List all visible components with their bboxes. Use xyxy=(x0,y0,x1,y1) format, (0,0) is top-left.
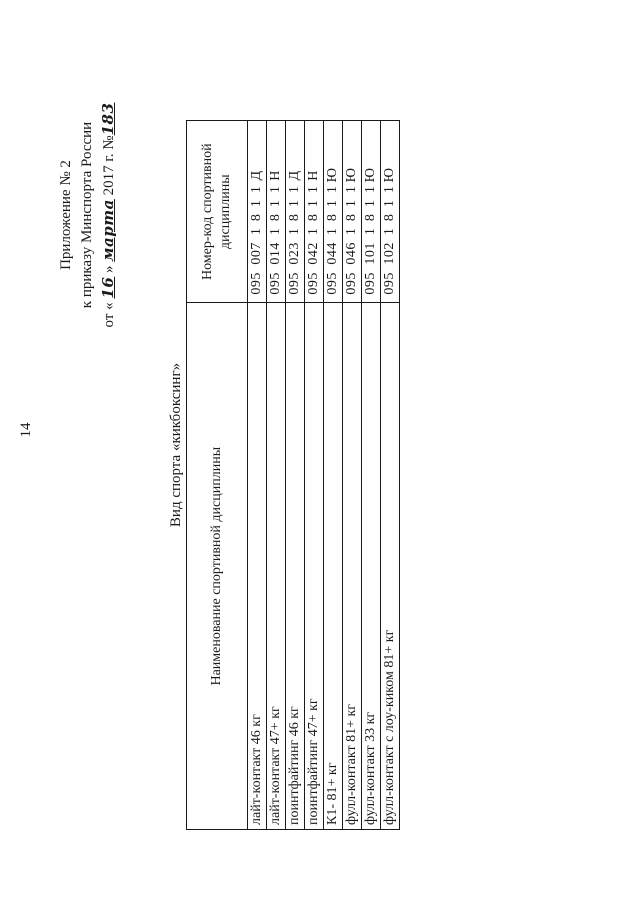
code-part-c6: 1 xyxy=(325,185,340,194)
code-part-c1: 095 xyxy=(325,272,340,295)
code-part-c7: Ю xyxy=(363,167,378,183)
code-part-c4: 8 xyxy=(382,213,397,222)
table-row xyxy=(324,121,343,830)
code-part-c2: 014 xyxy=(268,242,283,265)
appendix-title: Приложение № 2 xyxy=(58,160,74,270)
sport-title: Вид спорта «кикбоксинг» xyxy=(168,362,184,528)
discipline-name: поинтфайтинг 46 кг xyxy=(286,303,305,830)
code-part-c6: 1 xyxy=(344,185,359,194)
code-part-c6: 1 xyxy=(287,185,302,194)
code-part-c1: 095 xyxy=(268,272,283,295)
table-row xyxy=(286,121,305,830)
discipline-name: фулл-контакт 33 кг xyxy=(362,303,381,830)
discipline-code xyxy=(343,121,362,303)
code-part-c1: 095 xyxy=(363,272,378,295)
code-part-c1: 095 xyxy=(344,272,359,295)
code-part-c5: 1 xyxy=(382,199,397,208)
code-part-c2: 046 xyxy=(344,242,359,265)
code-part-c6: 1 xyxy=(249,185,264,194)
code-part-c2: 042 xyxy=(306,242,321,265)
code-part-c1: 095 xyxy=(306,272,321,295)
table-row xyxy=(248,121,267,830)
table-row xyxy=(267,121,286,830)
header-code: Номер-код спортивной дисциплины xyxy=(187,121,248,303)
discipline-code xyxy=(324,121,343,303)
code-part-c2: 044 xyxy=(325,242,340,265)
date-month: марта xyxy=(99,199,117,262)
appendix-order-ref: к приказу Минспорта России xyxy=(79,121,95,309)
appendix-date-line xyxy=(98,85,120,345)
code-part-c1: 095 xyxy=(287,272,302,295)
code-part-c6: 1 xyxy=(268,185,283,194)
code-part-c4: 8 xyxy=(344,213,359,222)
discipline-name: фулл-контакт 81+ кг xyxy=(343,303,362,830)
code-part-c6: 1 xyxy=(363,185,378,194)
discipline-code xyxy=(305,121,324,303)
code-part-c3: 1 xyxy=(382,227,397,236)
code-part-c2: 101 xyxy=(363,242,378,265)
code-part-c7: Н xyxy=(268,170,283,181)
code-part-c2: 023 xyxy=(287,242,302,265)
code-part-c3: 1 xyxy=(363,227,378,236)
table-row xyxy=(305,121,324,830)
code-part-c4: 8 xyxy=(306,213,321,222)
discipline-name: лайт-контакт 46 кг xyxy=(248,303,267,830)
discipline-code xyxy=(286,121,305,303)
code-part-c5: 1 xyxy=(268,199,283,208)
table-row xyxy=(381,121,400,830)
code-part-c3: 1 xyxy=(249,227,264,236)
code-part-c4: 8 xyxy=(268,213,283,222)
code-part-c7: Н xyxy=(306,170,321,181)
code-part-c5: 1 xyxy=(344,199,359,208)
disciplines-table xyxy=(186,120,400,830)
code-part-c3: 1 xyxy=(287,227,302,236)
code-part-c4: 8 xyxy=(249,213,264,222)
date-day: 16 xyxy=(99,276,117,299)
table-row xyxy=(362,121,381,830)
code-part-c3: 1 xyxy=(344,227,359,236)
date-mid: » xyxy=(101,265,117,273)
discipline-code xyxy=(362,121,381,303)
code-part-c3: 1 xyxy=(268,227,283,236)
code-part-c5: 1 xyxy=(363,199,378,208)
code-part-c4: 8 xyxy=(363,213,378,222)
code-part-c1: 095 xyxy=(382,272,397,295)
code-part-c7: Ю xyxy=(325,167,340,183)
discipline-code xyxy=(267,121,286,303)
discipline-code xyxy=(381,121,400,303)
appendix-header xyxy=(56,85,120,345)
date-year: 2017 г. № xyxy=(101,135,117,196)
code-part-c4: 8 xyxy=(287,213,302,222)
code-part-c7: Ю xyxy=(382,167,397,183)
order-number: 183 xyxy=(99,102,117,136)
code-part-c5: 1 xyxy=(325,199,340,208)
code-part-c6: 1 xyxy=(306,185,321,194)
date-prefix: от « xyxy=(101,302,117,328)
page-number: 14 xyxy=(18,422,34,438)
table-header-row xyxy=(187,121,248,830)
code-part-c5: 1 xyxy=(249,199,264,208)
code-part-c5: 1 xyxy=(287,199,302,208)
code-part-c7: Ю xyxy=(344,167,359,183)
code-part-c6: 1 xyxy=(382,185,397,194)
discipline-name: К1- 81+ кг xyxy=(324,303,343,830)
code-part-c2: 102 xyxy=(382,242,397,265)
code-part-c3: 1 xyxy=(306,227,321,236)
code-part-c3: 1 xyxy=(325,227,340,236)
header-name: Наименование спортивной дисциплины xyxy=(187,303,248,830)
code-part-c2: 007 xyxy=(249,242,264,265)
discipline-name: фулл-контакт с лоу-киком 81+ кг xyxy=(381,303,400,830)
discipline-name: поинтфайтинг 47+ кг xyxy=(305,303,324,830)
code-part-c5: 1 xyxy=(306,199,321,208)
table-body xyxy=(248,121,400,830)
code-part-c7: Д xyxy=(249,170,264,181)
code-part-c7: Д xyxy=(287,170,302,181)
discipline-name: лайт-контакт 47+ кг xyxy=(267,303,286,830)
table-row xyxy=(343,121,362,830)
code-part-c1: 095 xyxy=(249,272,264,295)
code-part-c4: 8 xyxy=(325,213,340,222)
discipline-code xyxy=(248,121,267,303)
